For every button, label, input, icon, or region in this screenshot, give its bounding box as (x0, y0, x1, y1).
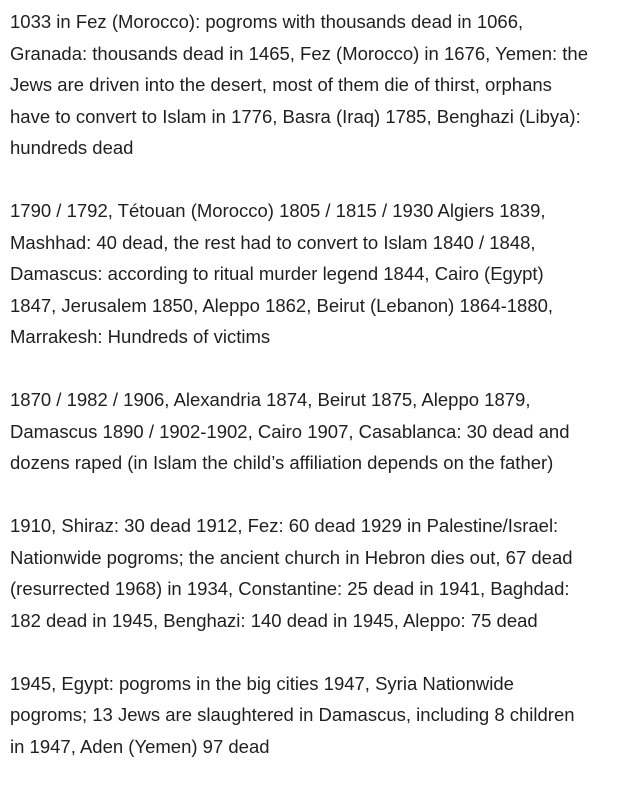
text-line: in 1947, Aden (Yemen) 97 dead (10, 735, 270, 757)
text-line: (resurrected 1968) in 1934, Constantine: 25 dead in 1941, Baghdad: (10, 578, 570, 599)
text-line: 1790 / 1792, Tétouan (Morocco) 1805 / 1815 / 1930 Algiers 1839, (10, 200, 546, 221)
text-line: Marrakesh: Hundreds of victims (10, 326, 271, 347)
text-line: Nationwide pogroms; the ancient church in Hebron dies out, 67 dead (10, 546, 573, 568)
text-line: 1910, Shiraz: 30 dead 1912, Fez: 60 dead 1929 in Palestine/Israel: (10, 515, 559, 536)
text-line: 1033 in Fez (Morocco): pogroms with thousands dead in 1066, (10, 11, 524, 32)
paragraph-5 (10, 668, 636, 763)
text-line: Jews are driven into the desert, most of them die of thirst, orphans (10, 74, 552, 95)
text-line: 182 dead in 1945, Benghazi: 140 dead in 1945, Aleppo: 75 dead (10, 609, 538, 631)
text-line: hundreds dead (10, 137, 134, 158)
text-line: 1945, Egypt: pogroms in the big cities 1947, Syria Nationwide (10, 672, 514, 694)
paragraph-1 (10, 6, 636, 164)
text-line: Granada: thousands dead in 1465, Fez (Morocco) in 1676, Yemen: the (10, 42, 588, 64)
text-line: have to convert to Islam in 1776, Basra (Iraq) 1785, Benghazi (Libya): (10, 105, 581, 127)
text-line: Mashhad: 40 dead, the rest had to convert to Islam 1840 / 1848, (10, 231, 536, 253)
text-line: Damascus 1890 / 1902-1902, Cairo 1907, Casablanca: 30 dead and (10, 420, 570, 442)
text-line: pogroms; 13 Jews are slaughtered in Damascus, including 8 children (10, 704, 575, 725)
document-body (10, 6, 636, 794)
paragraph-2 (10, 195, 636, 353)
text-line: dozens raped (in Islam the child’s affiliation depends on the father) (10, 452, 554, 473)
text-line: 1870 / 1982 / 1906, Alexandria 1874, Beirut 1875, Aleppo 1879, (10, 389, 531, 410)
paragraph-4 (10, 510, 636, 636)
paragraph-3 (10, 384, 636, 479)
text-line: 1847, Jerusalem 1850, Aleppo 1862, Beirut (Lebanon) 1864-1880, (10, 294, 554, 316)
text-line: Damascus: according to ritual murder legend 1844, Cairo (Egypt) (10, 263, 544, 284)
